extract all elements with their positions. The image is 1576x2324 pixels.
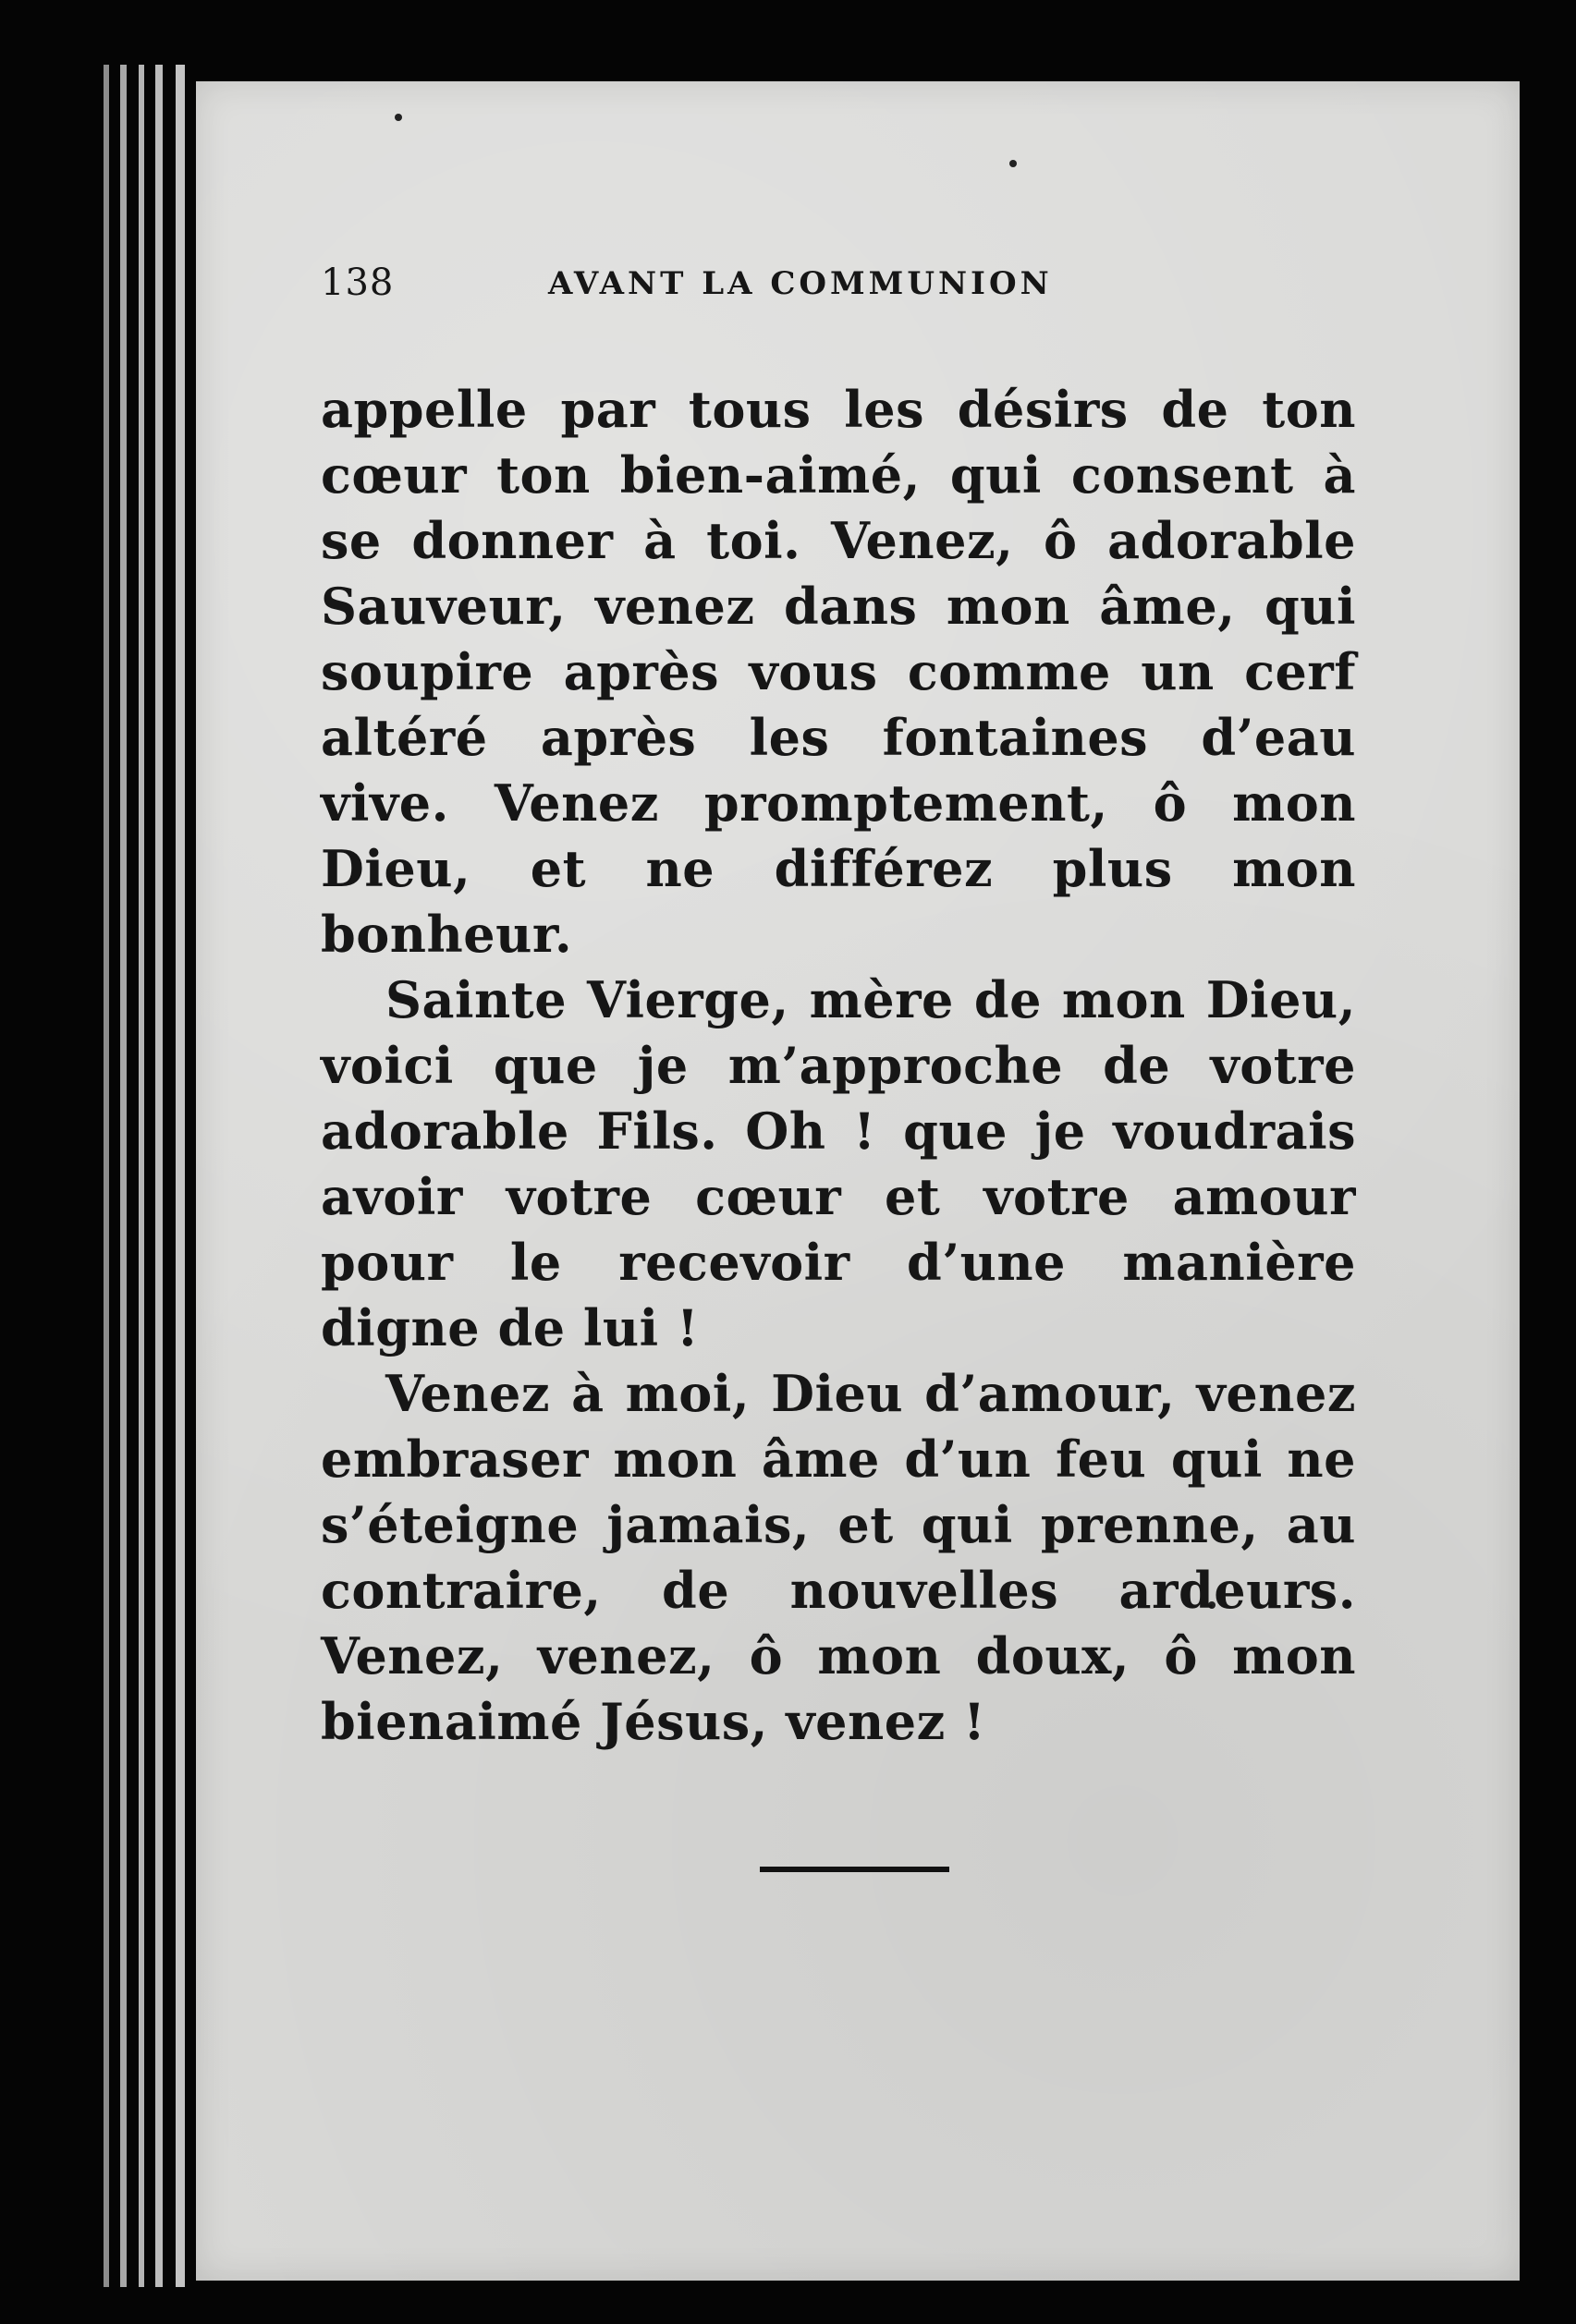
running-head: AVANT LA COMMUNION (548, 265, 1053, 302)
section-end-rule (760, 1867, 949, 1872)
book-page (196, 81, 1520, 2281)
paragraph-1: appelle par tous les désirs de ton cœur ton bien-aimé, qui consent à se donner à toi. Venez, ô adorable Sauveur, venez dans mon âme, qui soupire après vous comme un cerf altéré après les fontaines d’eau vive. Venez promptement, ô mon Dieu, et ne différez plus mon bonheur. (321, 380, 1356, 964)
page-number: 138 (321, 262, 395, 304)
paragraph-2: Sainte Vierge, mère de mon Dieu, voici que je m’approche de votre adorable Fils. Oh ! que je voudrais avoir votre cœur et votre amour pour le recevoir d’une manière digne de lui ! (321, 970, 1356, 1357)
paragraph-3: Venez à moi, Dieu d’amour, venez embraser mon âme d’un feu qui ne s’éteigne jamais, et qui prenne, au contraire, de nouvelles ardeurs. Venez, venez, ô mon doux, ô mon bienaimé Jésus, venez ! (321, 1364, 1356, 1751)
page-content (321, 262, 1356, 1755)
page-edge (176, 65, 185, 2287)
page-edge (155, 65, 163, 2287)
page-edge (120, 65, 127, 2287)
speck (1009, 160, 1017, 167)
page-edge (139, 65, 144, 2287)
body-text (321, 377, 1356, 1755)
page-header (321, 262, 1356, 317)
speck (395, 114, 402, 121)
page-edge (104, 65, 109, 2287)
